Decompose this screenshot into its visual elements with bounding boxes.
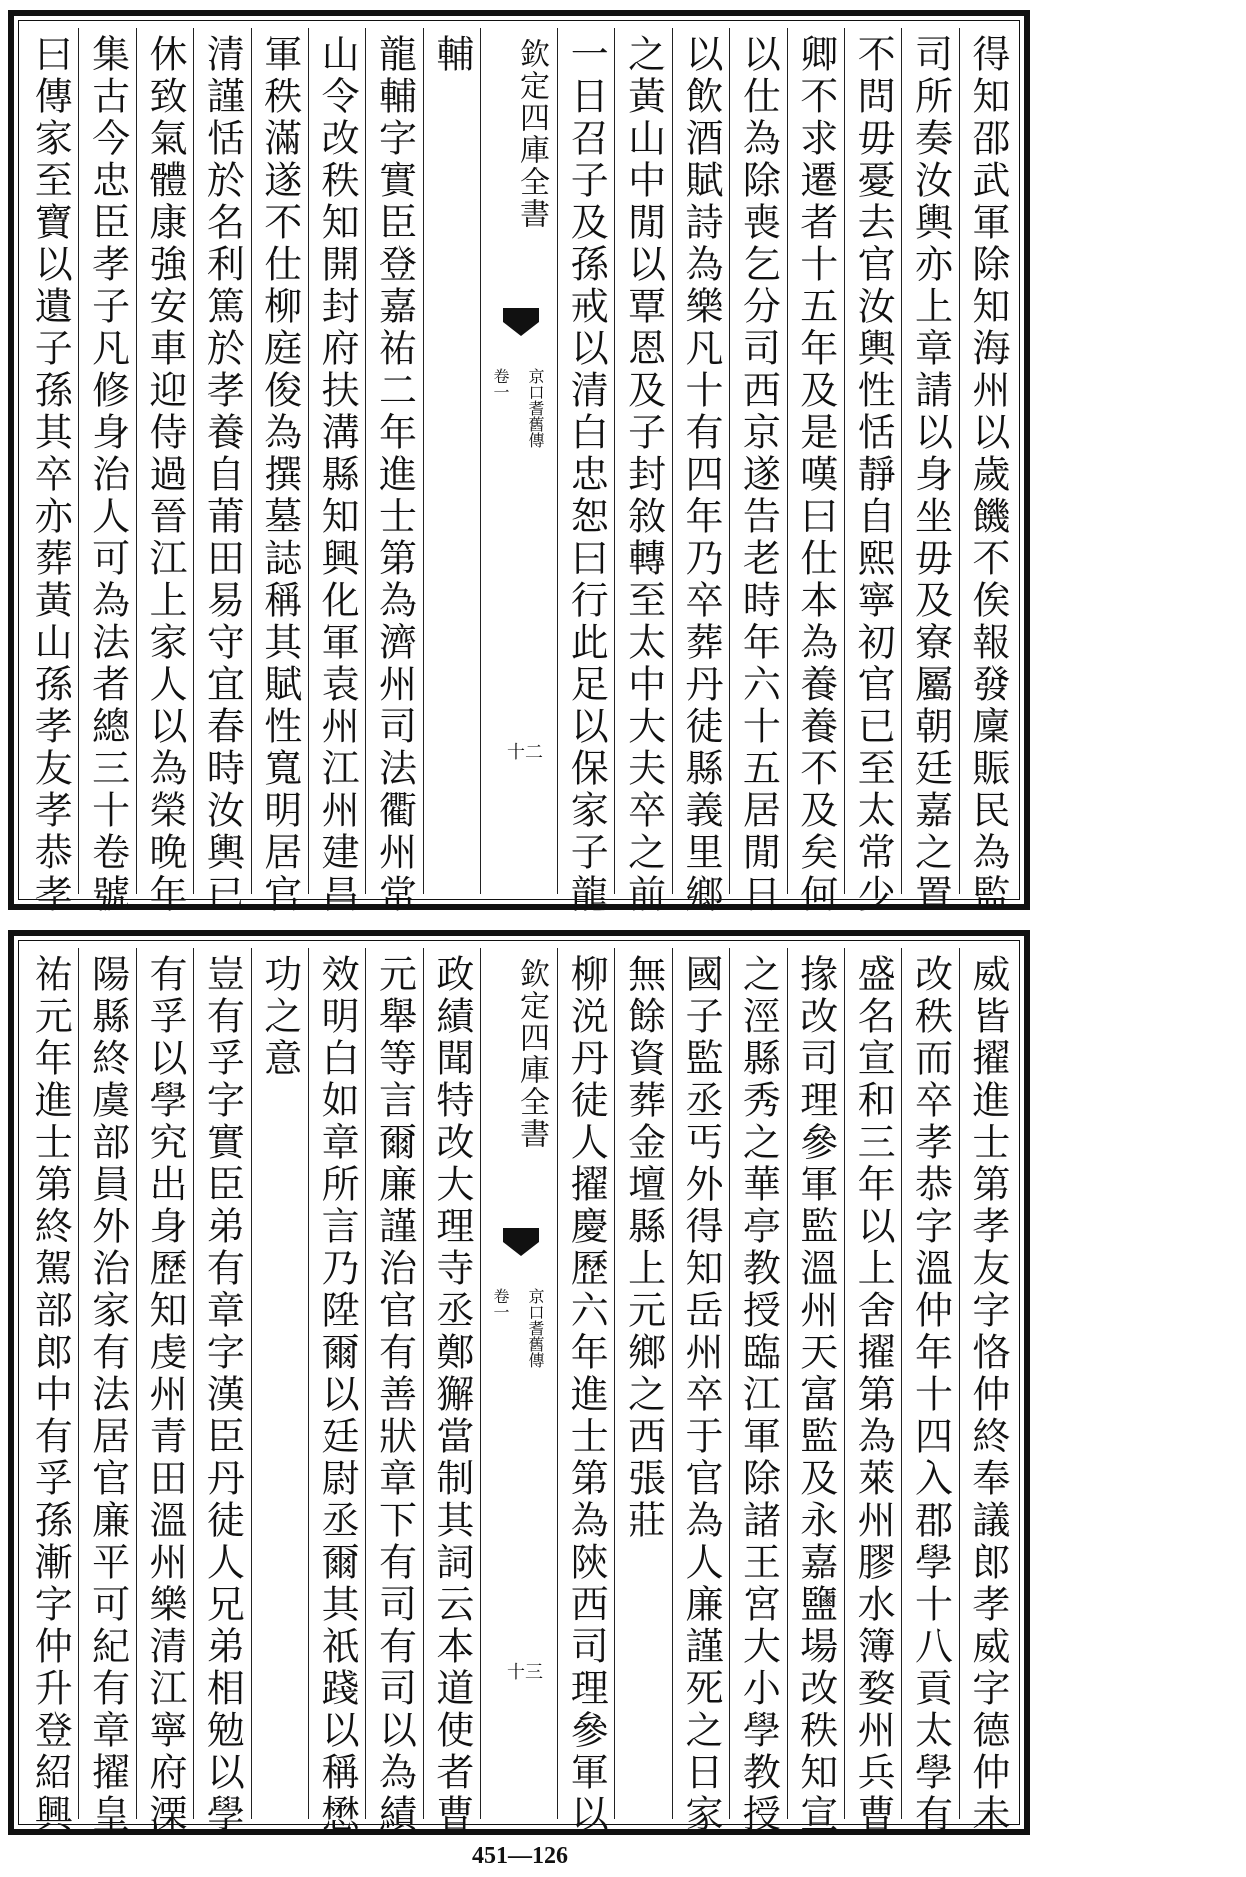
text-column: 曰傳家至寶以遺子孫其卒亦葬黃山孫孝友孝恭孝 [28,34,73,916]
text-column: 威皆擢進士第孝友字恪仲終奉議郎孝威字德仲未 [959,948,1016,1819]
text-column: 元舉等言爾廉謹治官有善狀章下有司有司以為績 [365,948,422,1819]
work-title: 京口耆舊傳 [526,368,545,448]
text-column: 集古今忠臣孝子凡修身治人可為法者總三十卷號 [78,28,135,894]
text-column: 以飲酒賦詩為樂凡十有四年乃卒葬丹徒縣義里鄉 [672,28,729,894]
text-column: 輔 [423,28,480,894]
text-column: 掾改司理參軍監溫州天富監及永嘉鹽場改秩知宣 [787,948,844,1819]
text-column: 龍輔字實臣登嘉祐二年進士第為濟州司法衢州常 [365,28,422,894]
text-column: 之黃山中閒以覃恩及子封敘轉至太中大夫卒之前 [614,28,671,894]
bottom-columns [22,948,1016,1836]
work-title: 京口耆舊傳 [526,1288,545,1368]
text-column: 功之意 [251,948,308,1819]
text-column: 有孚以學究出身歷知虔州青田溫州樂清江寧府溧 [136,948,193,1819]
text-column: 國子監丞丐外得知岳州卒于官為人廉謹死之日家 [672,948,729,1819]
text-column: 之涇縣秀之華亭教授臨江軍除諸王宮大小學教授 [729,948,786,1819]
text-column: 司所奏汝輿亦上章請以身坐毋及寮屬朝廷嘉之置 [901,28,958,894]
leaf-number: 十三 [507,1662,543,1683]
text-column: 軍秩滿遂不仕柳庭俊為撰墓誌稱其賦性寬明居官 [251,28,308,894]
top-columns [22,28,1016,916]
text-column: 祐元年進士第終駕部郎中有孚孫漸字仲升登紹興 [28,954,73,1836]
text-column: 盛名宣和三年以上舍擢第為萊州膠水簿婺州兵曹 [844,948,901,1819]
text-column: 政績聞特改大理寺丞鄭獬當制其詞云本道使者曹 [423,948,480,1819]
book-title: 欽定四庫全書 [514,958,549,1150]
bottom-page [8,930,1030,1835]
text-column: 無餘資葬金壇縣上元鄉之西張莊 [614,948,671,1819]
text-column: 效明白如章所言乃陞爾以廷尉丞爾其祇踐以稱懋 [308,948,365,1819]
text-column: 豈有孚字實臣弟有章字漢臣丹徒人兄弟相勉以學 [193,948,250,1819]
page-reference: 451—126 [472,1843,568,1869]
text-column: 得知邵武軍除知海州以歲饑不俟報發廩賑民為監 [959,28,1016,894]
fish-tail-mark-icon [503,1228,539,1256]
center-fold [480,28,557,894]
text-column: 改秩而卒孝恭字溫仲年十四入郡學十八貢太學有 [901,948,958,1819]
book-title: 欽定四庫全書 [514,38,549,230]
top-page [8,10,1030,916]
volume-label: 卷一 [491,1288,510,1320]
text-column: 柳涚丹徒人擢慶歷六年進士第為陝西司理參軍以 [557,948,614,1819]
leaf-number: 十二 [507,742,543,763]
text-column: 山令改秩知開封府扶溝縣知興化軍袁州江州建昌 [308,28,365,894]
volume-label: 卷一 [491,368,510,400]
text-column: 卿不求遷者十五年及是嘆曰仕本為養養不及矣何 [787,28,844,894]
text-column: 陽縣終虞部員外治家有法居官廉平可紀有章擢皇 [78,948,135,1819]
text-column: 清謹恬於名利篤於孝養自莆田易守宜春時汝輿已 [193,28,250,894]
text-column: 休致氣體康強安車迎侍過晉江上家人以為榮晚年 [136,28,193,894]
text-column: 不問毋憂去官汝輿性恬靜自熙寧初官已至太常少 [844,28,901,894]
text-column: 一日召子及孫戒以清白忠恕曰行此足以保家子龍 [557,28,614,894]
center-fold [480,948,557,1819]
text-column: 以仕為除喪乞分司西京遂告老時年六十五居閒日 [729,28,786,894]
fish-tail-mark-icon [503,308,539,336]
